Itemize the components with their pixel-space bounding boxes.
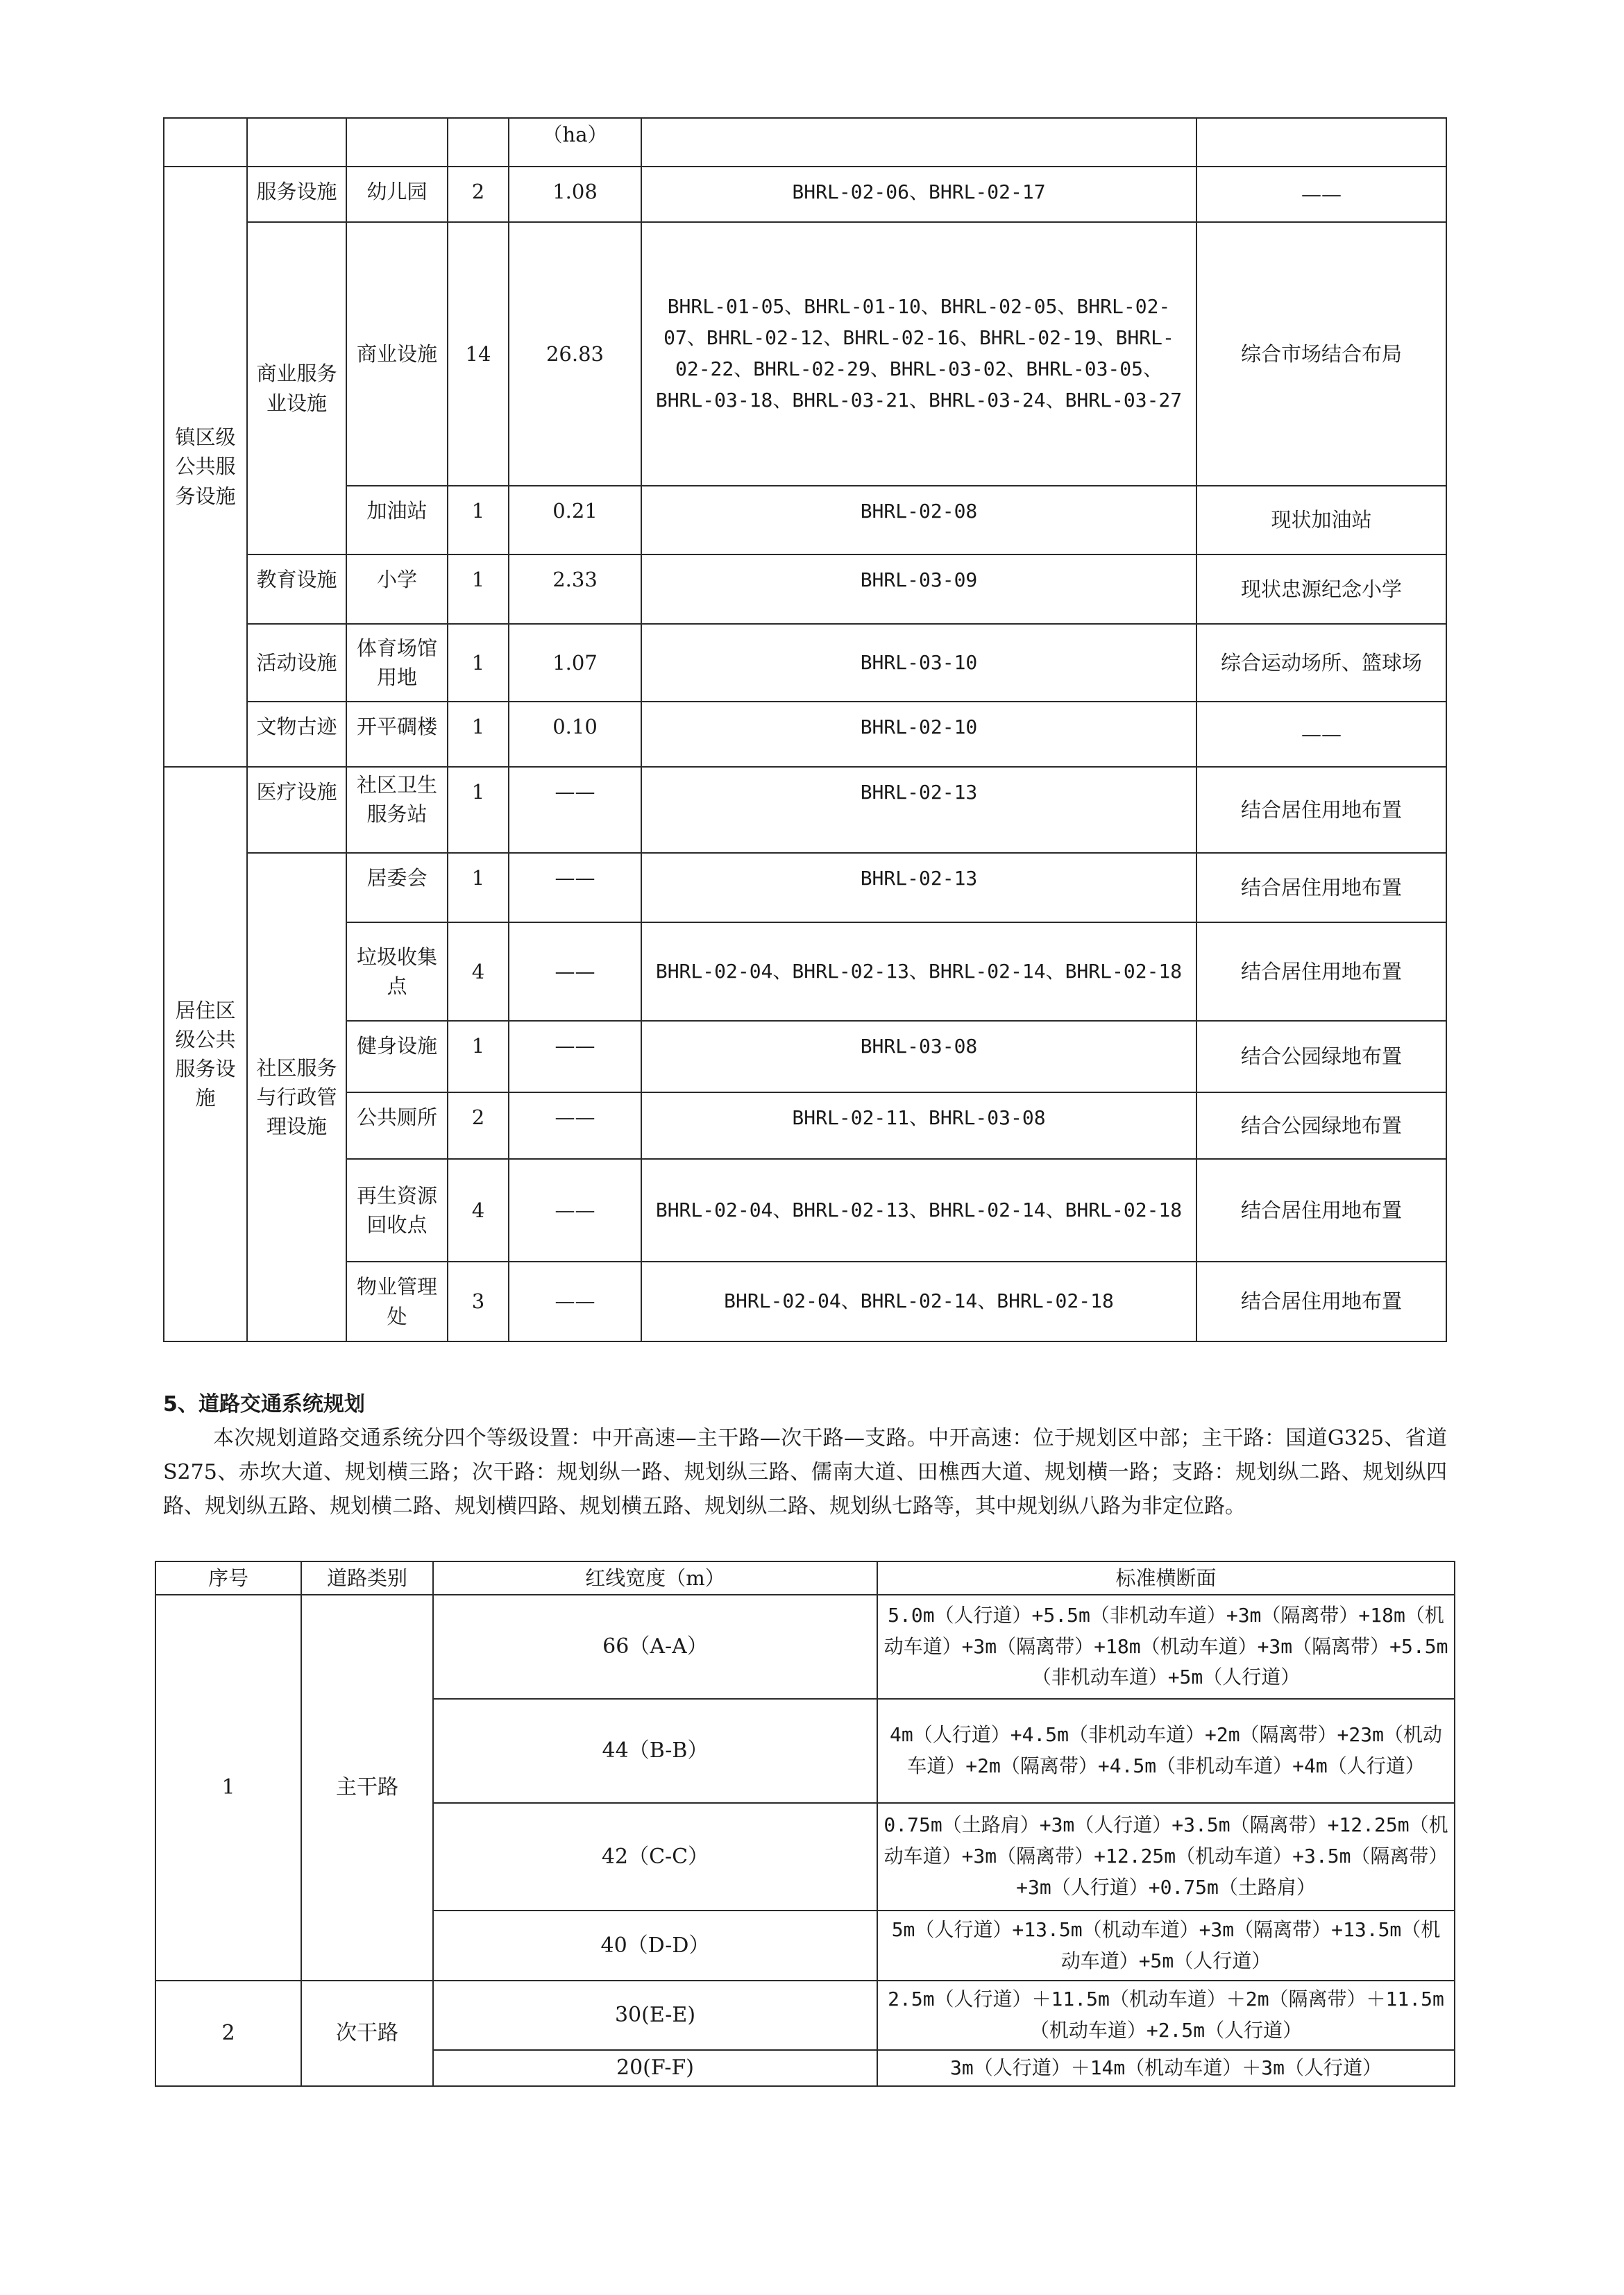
facility-name: 幼儿园 (346, 167, 448, 222)
section-heading: 5、道路交通系统规划 (163, 1392, 365, 1416)
facility-name: 公共厕所 (346, 1092, 448, 1159)
table-row (164, 767, 1446, 853)
area-cell: —— (509, 1092, 641, 1159)
note-cell: —— (1196, 702, 1446, 767)
area-cell: 26.83 (509, 222, 641, 486)
facilities-table (163, 117, 1447, 1342)
area-cell: —— (509, 922, 641, 1021)
plots-cell: BHRL-03-10 (641, 624, 1196, 702)
area-cell: 2.33 (509, 554, 641, 624)
road-width: 40（D-D） (433, 1911, 877, 1981)
count-cell: 1 (448, 486, 509, 554)
plots-cell: BHRL-02-10 (641, 702, 1196, 767)
area-cell: 1.08 (509, 167, 641, 222)
subcategory-cell: 教育设施 (247, 554, 346, 624)
table-row (164, 1262, 1446, 1341)
area-cell: —— (509, 1159, 641, 1262)
area-cell: —— (509, 853, 641, 922)
col-header-width: 红线宽度（m） (433, 1561, 877, 1595)
subcategory-cell: 医疗设施 (247, 767, 346, 853)
facility-name: 居委会 (346, 853, 448, 922)
note-cell: 结合公园绿地布置 (1196, 1092, 1446, 1159)
table-row (164, 486, 1446, 554)
table-row (164, 1021, 1446, 1092)
table-header-row (155, 1561, 1455, 1595)
col-header-type: 道路类别 (301, 1561, 433, 1595)
table-row (155, 1981, 1455, 2050)
plots-cell: BHRL-02-06、BHRL-02-17 (641, 167, 1196, 222)
count-cell: 4 (448, 1159, 509, 1262)
note-cell: 结合公园绿地布置 (1196, 1021, 1446, 1092)
count-cell: 3 (448, 1262, 509, 1341)
road-section: 3m（人行道）＋14m（机动车道）＋3m（人行道） (877, 2050, 1455, 2086)
area-cell: —— (509, 1021, 641, 1092)
note-cell: 结合居住用地布置 (1196, 853, 1446, 922)
table-row (164, 922, 1446, 1021)
facility-name: 体育场馆用地 (346, 624, 448, 702)
count-cell: 1 (448, 767, 509, 853)
count-cell: 1 (448, 624, 509, 702)
col-header-section: 标准横断面 (877, 1561, 1455, 1595)
table-row (164, 1159, 1446, 1262)
road-width: 66（A-A） (433, 1595, 877, 1699)
facility-name: 垃圾收集点 (346, 922, 448, 1021)
area-cell: 1.07 (509, 624, 641, 702)
area-cell: 0.21 (509, 486, 641, 554)
table-row (155, 1595, 1455, 1699)
note-cell: 现状忠源纪念小学 (1196, 554, 1446, 624)
count-cell: 1 (448, 702, 509, 767)
road-section: 0.75m（土路肩）+3m（人行道）+3.5m（隔离带）+12.25m（机动车道）+3m（隔离带）+12.25m（机动车道）+3.5m（隔离带）+3m（人行道）+0.75m（土路肩） (877, 1803, 1455, 1911)
plots-cell: BHRL-02-13 (641, 767, 1196, 853)
road-type: 主干路 (301, 1595, 433, 1981)
note-cell: —— (1196, 167, 1446, 222)
table-row (164, 853, 1446, 922)
count-cell: 4 (448, 922, 509, 1021)
area-cell: —— (509, 767, 641, 853)
facility-name: 再生资源回收点 (346, 1159, 448, 1262)
facility-name: 小学 (346, 554, 448, 624)
plots-cell: BHRL-02-11、BHRL-03-08 (641, 1092, 1196, 1159)
facility-name: 加油站 (346, 486, 448, 554)
table-row (164, 554, 1446, 624)
subcategory-cell: 文物古迹 (247, 702, 346, 767)
road-width: 20(F-F) (433, 2050, 877, 2086)
table-row (164, 702, 1446, 767)
subcategory-cell: 活动设施 (247, 624, 346, 702)
subcategory-cell: 服务设施 (247, 167, 346, 222)
plots-cell: BHRL-02-04、BHRL-02-13、BHRL-02-14、BHRL-02-18 (641, 922, 1196, 1021)
table-row (164, 167, 1446, 222)
area-cell: 0.10 (509, 702, 641, 767)
note-cell: 结合居住用地布置 (1196, 1262, 1446, 1341)
table-row (164, 1092, 1446, 1159)
table-row (164, 222, 1446, 486)
plots-cell: BHRL-02-04、BHRL-02-14、BHRL-02-18 (641, 1262, 1196, 1341)
plots-cell: BHRL-02-08 (641, 486, 1196, 554)
count-cell: 14 (448, 222, 509, 486)
count-cell: 2 (448, 167, 509, 222)
note-cell: 综合运动场所、篮球场 (1196, 624, 1446, 702)
road-type: 次干路 (301, 1981, 433, 2086)
road-section: 4m（人行道）+4.5m（非机动车道）+2m（隔离带）+23m（机动车道）+2m（隔离带）+4.5m（非机动车道）+4m（人行道） (877, 1699, 1455, 1803)
category-cell: 镇区级公共服务设施 (164, 167, 247, 767)
section-paragraph: 本次规划道路交通系统分四个等级设置：中开高速—主干路—次干路—支路。中开高速：位于规划区中部；主干路：国道G325、省道S275、赤坎大道、规划横三路；次干路：规划纵一路、规划纵三路、儒南大道、田樵西大道、规划横一路；支路：规划纵二路、规划纵四路、规划纵五路、规划横二路、规划横四路、规划横五路、规划纵二路、规划纵七路等，其中规划纵八路为非定位路。 (163, 1426, 1447, 1518)
col-header-no: 序号 (155, 1561, 301, 1595)
note-cell: 结合居住用地布置 (1196, 767, 1446, 853)
table-row (164, 624, 1446, 702)
count-cell: 1 (448, 554, 509, 624)
facility-name: 社区卫生服务站 (346, 767, 448, 853)
area-cell: —— (509, 1262, 641, 1341)
road-section: 2.5m（人行道）＋11.5m（机动车道）＋2m（隔离带）＋11.5m（机动车道）+2.5m（人行道） (877, 1981, 1455, 2050)
subcategory-cell: 社区服务与行政管理设施 (247, 853, 346, 1341)
road-section: 5.0m（人行道）+5.5m（非机动车道）+3m（隔离带）+18m（机动车道）+3m（隔离带）+18m（机动车道）+3m（隔离带）+5.5m（非机动车道）+5m（人行道） (877, 1595, 1455, 1699)
subcategory-cell: 商业服务业设施 (247, 222, 346, 554)
road-table (155, 1561, 1455, 2087)
count-cell: 1 (448, 1021, 509, 1092)
plots-cell: BHRL-03-09 (641, 554, 1196, 624)
road-section: 5m（人行道）+13.5m（机动车道）+3m（隔离带）+13.5m（机动车道）+5m（人行道） (877, 1911, 1455, 1981)
road-width: 42（C-C） (433, 1803, 877, 1911)
plots-cell: BHRL-02-04、BHRL-02-13、BHRL-02-14、BHRL-02-18 (641, 1159, 1196, 1262)
note-cell: 结合居住用地布置 (1196, 922, 1446, 1021)
note-cell: 现状加油站 (1196, 486, 1446, 554)
plots-cell: BHRL-02-13 (641, 853, 1196, 922)
facility-name: 开平碉楼 (346, 702, 448, 767)
count-cell: 1 (448, 853, 509, 922)
plots-cell: BHRL-01-05、BHRL-01-10、BHRL-02-05、BHRL-02-07、BHRL-02-12、BHRL-02-16、BHRL-02-19、BHRL-02-22、BHRL-02-29、BHRL-03-02、BHRL-03-05、BHRL-03-18、BHRL-03-21、BHRL-03-24、BHRL-03-27 (641, 222, 1196, 486)
plots-cell: BHRL-03-08 (641, 1021, 1196, 1092)
road-no: 2 (155, 1981, 301, 2086)
road-width: 44（B-B） (433, 1699, 877, 1803)
count-cell: 2 (448, 1092, 509, 1159)
table-row (164, 118, 1446, 167)
facility-name: 商业设施 (346, 222, 448, 486)
road-no: 1 (155, 1595, 301, 1981)
note-cell: 综合市场结合布局 (1196, 222, 1446, 486)
facility-name: 健身设施 (346, 1021, 448, 1092)
note-cell: 结合居住用地布置 (1196, 1159, 1446, 1262)
category-cell: 居住区级公共服务设施 (164, 767, 247, 1341)
facility-name: 物业管理处 (346, 1262, 448, 1341)
road-width: 30(E-E) (433, 1981, 877, 2050)
unit-cell: （ha） (509, 118, 641, 167)
